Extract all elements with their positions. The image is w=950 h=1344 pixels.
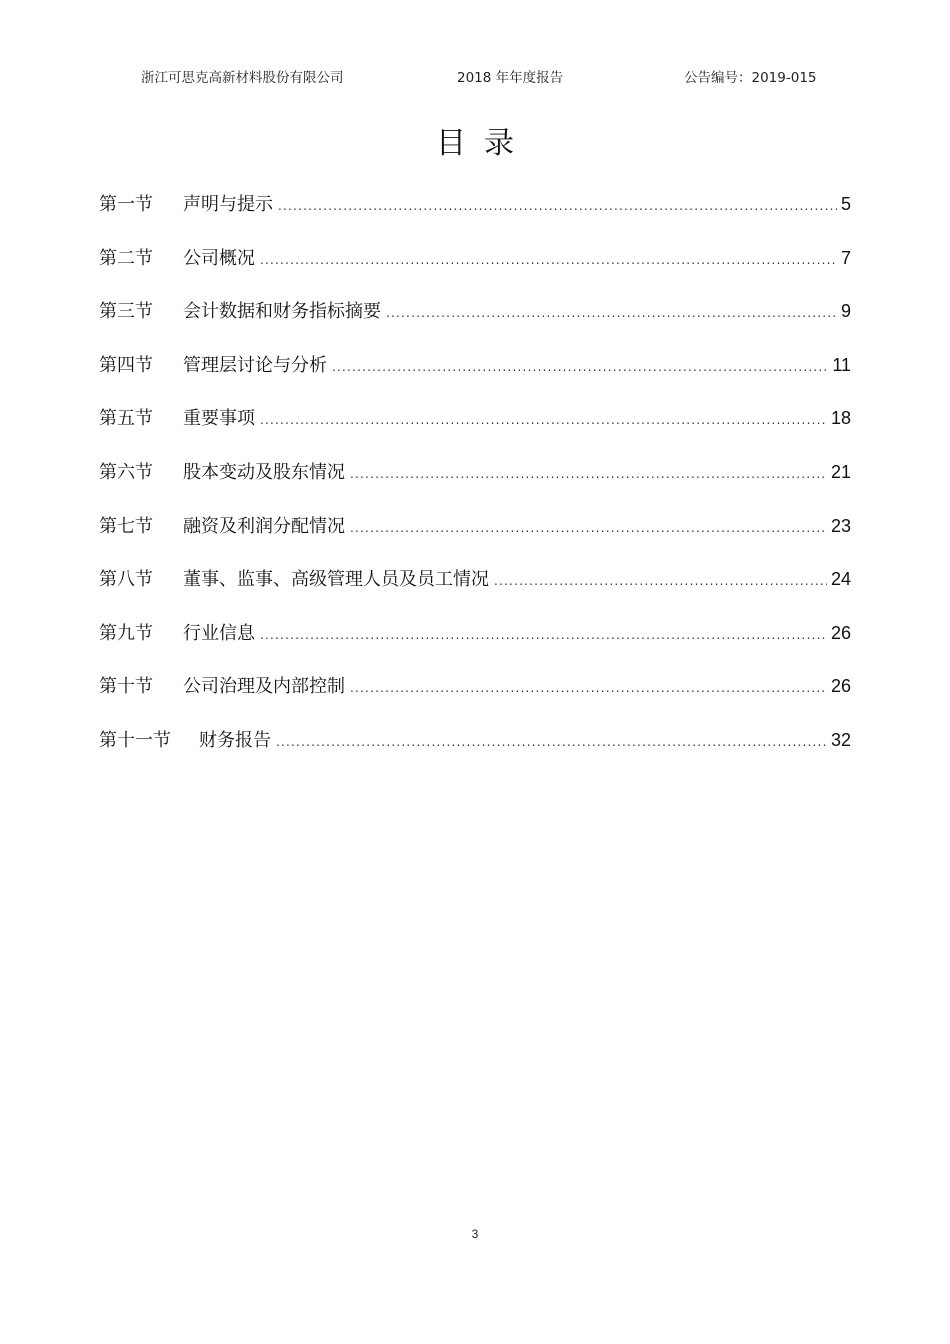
toc-dot-leader [386, 306, 837, 320]
header-report-title: 2018 年年度报告 [457, 70, 564, 86]
toc-dot-leader [260, 413, 827, 427]
toc-entry[interactable] [99, 458, 851, 512]
toc-section-label: 第七节 [99, 515, 153, 537]
toc-dot-leader [350, 521, 827, 535]
toc-section-label: 第八节 [99, 569, 153, 591]
toc-section-label: 第二节 [99, 247, 153, 269]
toc-dot-leader [278, 199, 837, 213]
toc-entry[interactable] [99, 565, 851, 619]
toc-entry-title: 董事、监事、高级管理人员及员工情况 [183, 569, 489, 591]
toc-page-number: 11 [832, 354, 851, 375]
toc-page-number: 18 [830, 408, 851, 429]
toc-section-label: 第一节 [99, 194, 153, 215]
toc-entry-title: 会计数据和财务指标摘要 [183, 301, 381, 323]
toc-entry-title: 公司概况 [183, 247, 255, 269]
toc-entry[interactable] [99, 244, 851, 298]
toc-entry-title: 行业信息 [183, 622, 255, 644]
toc-page-number: 21 [830, 461, 851, 482]
toc-page-number: 23 [830, 515, 851, 536]
toc-section-label: 第五节 [99, 408, 153, 430]
toc-page-number: 26 [830, 622, 851, 643]
toc-entry[interactable] [99, 404, 851, 458]
toc-section-label: 第四节 [99, 354, 153, 376]
toc-entry-title: 重要事项 [183, 408, 255, 430]
toc-page-number: 5 [840, 194, 851, 214]
toc-entry[interactable] [99, 726, 851, 780]
toc-entry[interactable] [99, 297, 851, 351]
toc-section-label: 第九节 [99, 622, 153, 644]
toc-entry-title: 管理层讨论与分析 [183, 354, 327, 376]
toc-dot-leader [332, 360, 828, 374]
toc-entry[interactable] [99, 512, 851, 566]
toc-entry-title: 股本变动及股东情况 [183, 461, 345, 483]
toc-entry-title: 声明与提示 [183, 194, 273, 215]
toc-page-number: 32 [830, 729, 851, 750]
toc-entry-title: 融资及利润分配情况 [183, 515, 345, 537]
toc-entry-title: 公司治理及内部控制 [183, 676, 345, 698]
header-announcement-number: 公告编号：2019-015 [684, 70, 817, 86]
header-company-name: 浙江可思克高新材料股份有限公司 [141, 70, 344, 86]
toc-section-label: 第三节 [99, 301, 153, 323]
toc-section-label: 第十节 [99, 676, 153, 698]
toc-entry[interactable] [99, 351, 851, 405]
toc-dot-leader [276, 735, 827, 749]
toc-title: 目录 [436, 126, 532, 161]
table-of-contents [99, 190, 851, 780]
toc-entry[interactable] [99, 672, 851, 726]
toc-page-number: 26 [830, 676, 851, 697]
toc-entry-title: 财务报告 [199, 729, 271, 751]
toc-dot-leader [260, 253, 837, 267]
toc-section-label: 第六节 [99, 461, 153, 483]
toc-page-number: 24 [830, 569, 851, 590]
toc-page-number: 9 [840, 301, 851, 322]
toc-dot-leader [350, 681, 827, 695]
toc-dot-leader [494, 574, 827, 588]
page-number: 3 [471, 1227, 479, 1241]
toc-dot-leader [260, 628, 827, 642]
page-header [0, 66, 950, 90]
toc-dot-leader [350, 467, 827, 481]
toc-entry[interactable] [99, 190, 851, 244]
toc-entry[interactable] [99, 619, 851, 673]
toc-section-label: 第十一节 [99, 729, 171, 751]
toc-page-number: 7 [840, 247, 851, 268]
